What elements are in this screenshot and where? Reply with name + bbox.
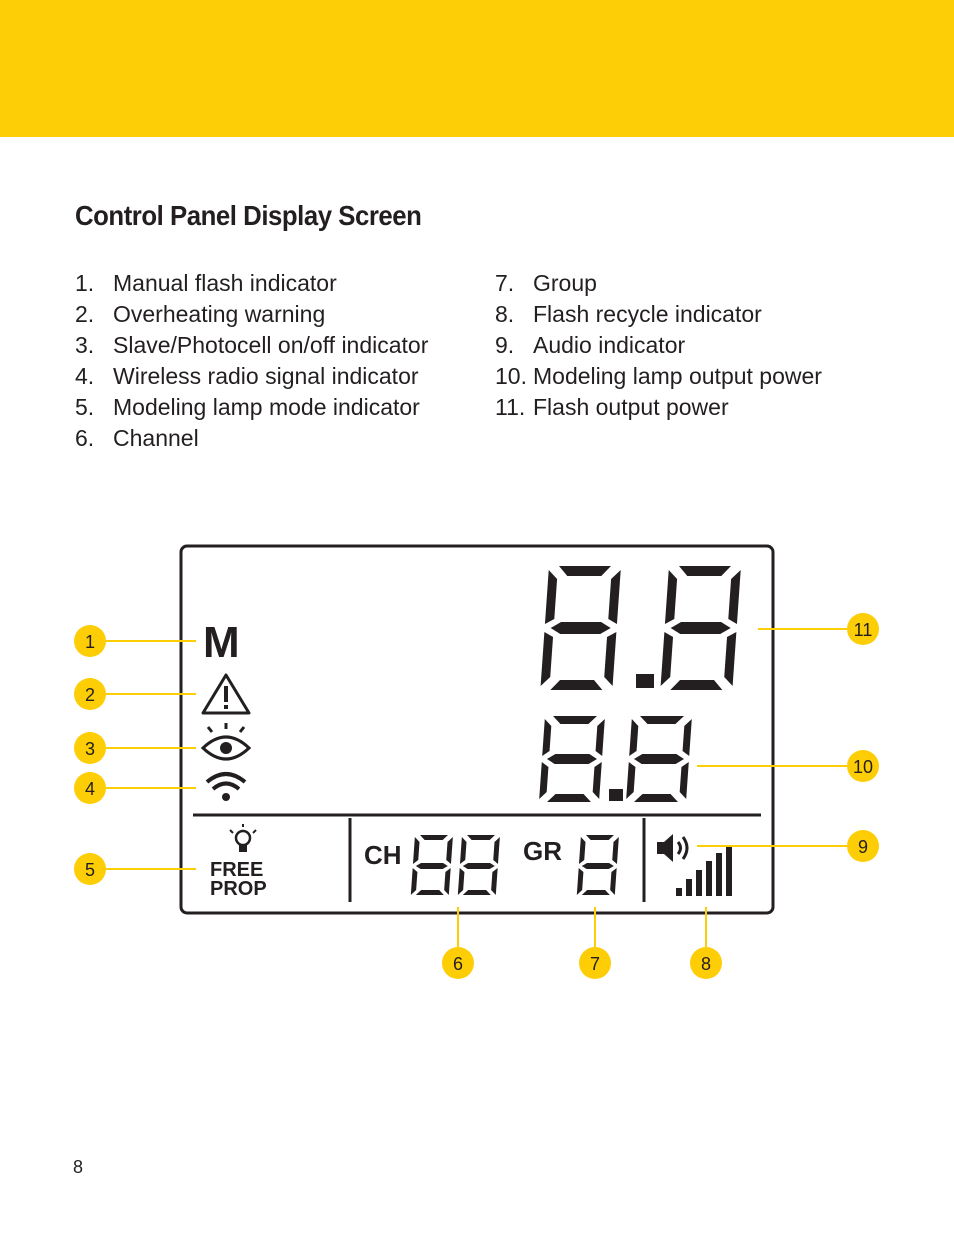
- free-mode-label: FREE: [210, 859, 264, 881]
- svg-text:8: 8: [700, 954, 712, 974]
- callout-badge: [847, 830, 879, 862]
- channel-label: CH: [364, 840, 402, 870]
- wireless-signal-icon: [207, 774, 245, 801]
- legend-number: 5.: [75, 394, 95, 420]
- decimal-point: [609, 789, 623, 801]
- svg-text:3: 3: [84, 739, 96, 759]
- legend-number: 3.: [75, 332, 95, 358]
- callout-badge: [690, 947, 722, 979]
- legend-text: Manual flash indicator: [113, 270, 337, 296]
- legend-text: Flash output power: [533, 394, 729, 420]
- legend-number: 11.: [495, 394, 526, 420]
- callout-badge: [74, 853, 106, 885]
- legend-text: Channel: [113, 425, 199, 451]
- seven-segment-digit: [539, 716, 605, 802]
- flash-output-digits: [540, 566, 741, 690]
- seven-segment-digit: [660, 566, 741, 690]
- callout-badge: [74, 625, 106, 657]
- legend-number: 6.: [75, 425, 95, 451]
- eye-icon: [203, 723, 249, 759]
- seven-segment-digit: [577, 835, 619, 895]
- svg-text:7: 7: [589, 954, 601, 974]
- seven-segment-digit: [540, 566, 621, 690]
- svg-text:11: 11: [853, 620, 873, 640]
- legend-number: 1.: [75, 270, 95, 296]
- modeling-output-digits: [539, 716, 692, 802]
- bulb-icon: [230, 824, 256, 852]
- seven-segment-digit: [411, 835, 453, 895]
- svg-text:9: 9: [857, 837, 869, 857]
- prop-mode-label: PROP: [210, 878, 267, 900]
- seven-segment-digit: [626, 716, 692, 802]
- legend-number: 8.: [495, 301, 515, 327]
- legend-number: 2.: [75, 301, 95, 327]
- legend-number: 10.: [495, 363, 527, 389]
- callout-badge: [847, 750, 879, 782]
- svg-text:4: 4: [84, 779, 96, 799]
- manual-flash-indicator: M: [203, 618, 240, 667]
- legend-number: 9.: [495, 332, 515, 358]
- channel-digits: [411, 835, 500, 895]
- page-number: 8: [73, 1157, 84, 1177]
- page-title: Control Panel Display Screen: [75, 200, 422, 231]
- svg-text:1: 1: [84, 632, 96, 652]
- svg-text:10: 10: [852, 757, 874, 777]
- legend-text: Wireless radio signal indicator: [113, 363, 419, 389]
- warning-icon: [203, 675, 249, 713]
- legend-number: 7.: [495, 270, 515, 296]
- group-label: GR: [523, 836, 562, 866]
- callout-badge: [74, 678, 106, 710]
- legend-number: 4.: [75, 363, 95, 389]
- callout-badge: [74, 772, 106, 804]
- callout-badge: [579, 947, 611, 979]
- svg-text:2: 2: [84, 685, 96, 705]
- svg-text:6: 6: [452, 954, 464, 974]
- legend-text: Overheating warning: [113, 301, 326, 327]
- legend-text: Flash recycle indicator: [533, 301, 762, 327]
- callout-badge: [74, 732, 106, 764]
- callout-badge: [442, 947, 474, 979]
- callout-badge: [847, 613, 879, 645]
- speaker-icon: [657, 834, 687, 862]
- legend-text: Modeling lamp mode indicator: [113, 394, 420, 420]
- legend-text: Group: [533, 270, 597, 296]
- seven-segment-digit: [458, 835, 500, 895]
- legend-text: Modeling lamp output power: [533, 363, 822, 389]
- legend-text: Audio indicator: [533, 332, 686, 358]
- group-digit: [577, 835, 619, 895]
- svg-text:5: 5: [84, 860, 96, 880]
- legend-text: Slave/Photocell on/off indicator: [113, 332, 429, 358]
- decimal-point: [636, 674, 654, 688]
